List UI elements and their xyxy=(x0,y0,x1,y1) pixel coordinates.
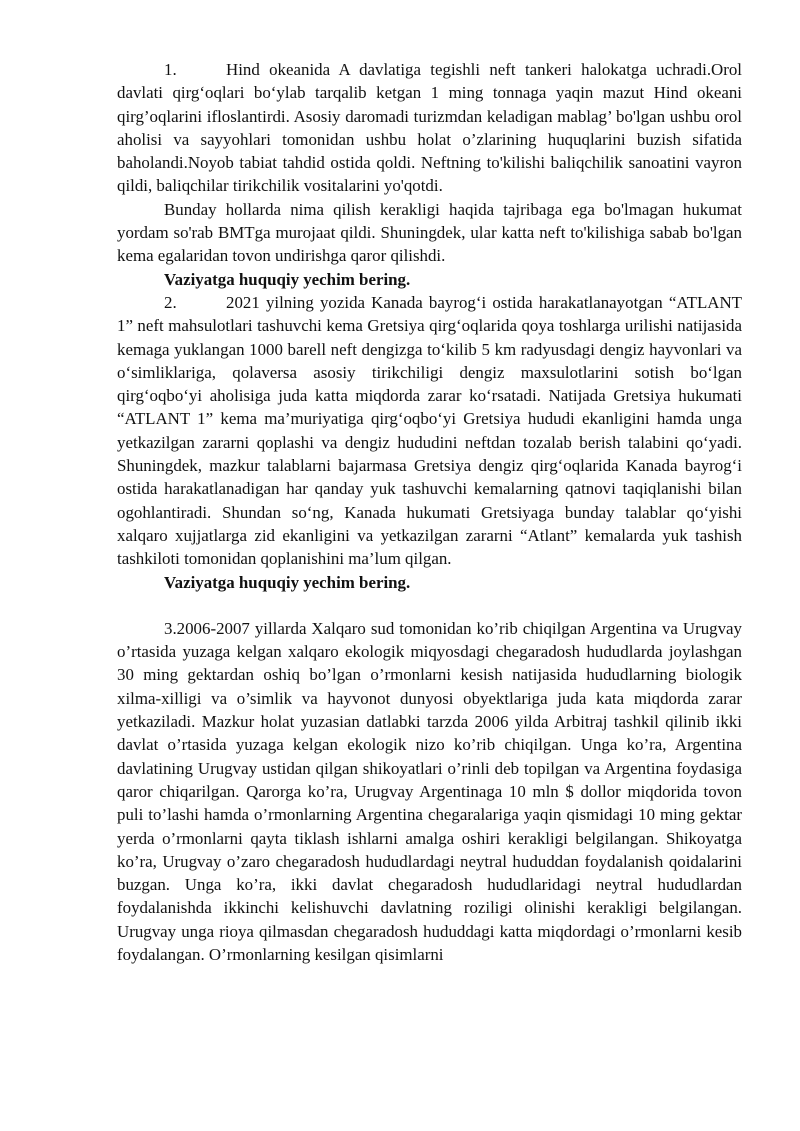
case2-number: 2. xyxy=(164,292,177,312)
case1-paragraph-1 xyxy=(117,58,742,198)
case1-task: Vaziyatga huquqiy yechim bering. xyxy=(164,269,411,289)
document-page xyxy=(117,58,742,966)
blank-line xyxy=(117,594,742,617)
case2-text: 2021 yilning yozida Kanada bayrog‘i ostida harakatlanayotgan “ATLANT 1” neft mahsulotlari tashuvchi kema Gretsiya qirg‘oqlarida qoya toshlarga urilishi natijasida kemaga yuklangan 1000 barell neft dengizga to‘kilib 5 km radyusdagi dengiz hayvonlari va o‘simliklariga, qolaversa asosiy tirikchiligi dengiz maxsulotlarini sotish bo‘lgan qirg‘oqbo‘yi aholisiga juda katta miqdorda zarar ko‘rsatadi. Natijada Gretsiya hukumati “ATLANT 1” kema ma’muriyatiga qirg‘oqbo‘yi Gretsiya hududi ekanligini hamda unga yetkazilgan zararni qoplashi va dengiz hududini neftdan tozalab berish talabini qo‘yadi. Shuningdek, mazkur talablarni bajarmasa Gretsiya dengiz qirg‘oqlarida Kanada bayrog‘i ostida harakatlanadigan har qanday yuk tashuvchi kemalarning qatnovi taqiqlanishi bilan ogohlantiradi. Shundan so‘ng, Kanada hukumati Gretsiyaga bunday talablar qo‘yishi xalqaro xujjatlarga zid ekanligini va yetkazilgan zararni “Atlant” kemalarda yuk tashish tashkiloti tomonidan qoplanishini ma’lum qilgan. xyxy=(117,292,742,569)
case1-number: 1. xyxy=(164,60,177,79)
case2-paragraph xyxy=(117,291,742,571)
case1-text: Hind okeanida A davlatiga tegishli neft tankeri halokatga uchradi.Orol davlati qirg‘oqlari bo‘ylab tarqalib ketgan 1 ming tonnaga yaqin mazut Hind okeani qirg’oqlarini ifloslantirdi. Asosiy daromadi turizmdan keladigan mablag’ bo'lgan ushbu orol aholisi va sayyohlari tomonidan ushbu holat o’zlarining huquqlarini buzish sifatida baholandi.Noyob tabiat tahdid ostida qoldi. Neftning to'kilishi baliqchilik sanoatini vayron qildi, baliqchilar tirikchilik vositalarini yo'qotdi. xyxy=(117,60,742,196)
case2-task: Vaziyatga huquqiy yechim bering. xyxy=(164,572,411,592)
case3-paragraph: 3.2006-2007 yillarda Xalqaro sud tomonidan ko’rib chiqilgan Argentina va Urugvay o’rtasida yuzaga kelgan xalqaro ekologik miqyosdagi chegaradosh hududlarda joylashgan 30 ming gektardan oshiq bo’lgan o’rmonlarni kesish natijasida hududlarning biologik xilma-xilligi va o’simlik va hayvonot dunyosi obyektlariga juda kata miqdorda zarar yetkaziladi. Mazkur holat yuzasian datlabki tarzda 2006 yilda Arbitraj tashkil qilinib ikki davlat o’rtasida yuzaga kelgan ekologik nizo ko’rib chiqilgan. Unga ko’ra, Argentina davlatining Urugvay ustidan qilgan shikoyatlari o’rinli deb topilgan va Argentina foydasiga qaror chiqarilgan. Qarorga ko’ra, Urugvay Argentinaga 10 mln $ dollor miqdorida tovon puli to’lashi hamda o’rmonlarning Argentina chegaralariga yaqin qismidagi 10 ming gektar yerda o’rmonlarni qayta tiklash ishlarni amalga oshiri kerakligi belgilangan. Shikoyatga ko’ra, Urugvay o’zaro chegaradosh hududlardagi neytral hududdan foydalanish qoidalarini buzgan. Unga ko’ra, ikki davlat chegaradosh hududlaridagi neytral hududlardan foydalanishda ikkinchi kelishuvchi davlatning roziligi olinishi kerakligi belgilangan. Urugvay unga rioya qilmasdan chegaradosh hududdagi katta miqdordagi o’rmonlarni kesib foydalangan. O’rmonlarning kesilgan qisimlarni xyxy=(117,618,742,964)
case1-paragraph-2: Bunday hollarda nima qilish kerakligi haqida tajribaga ega bo'lmagan hukumat yordam so'rab BMTga murojaat qildi. Shuningdek, ular katta neft to'kilishiga sabab bo'lgan kema egalaridan tovon undirishga qaror qilishdi. xyxy=(117,199,742,266)
